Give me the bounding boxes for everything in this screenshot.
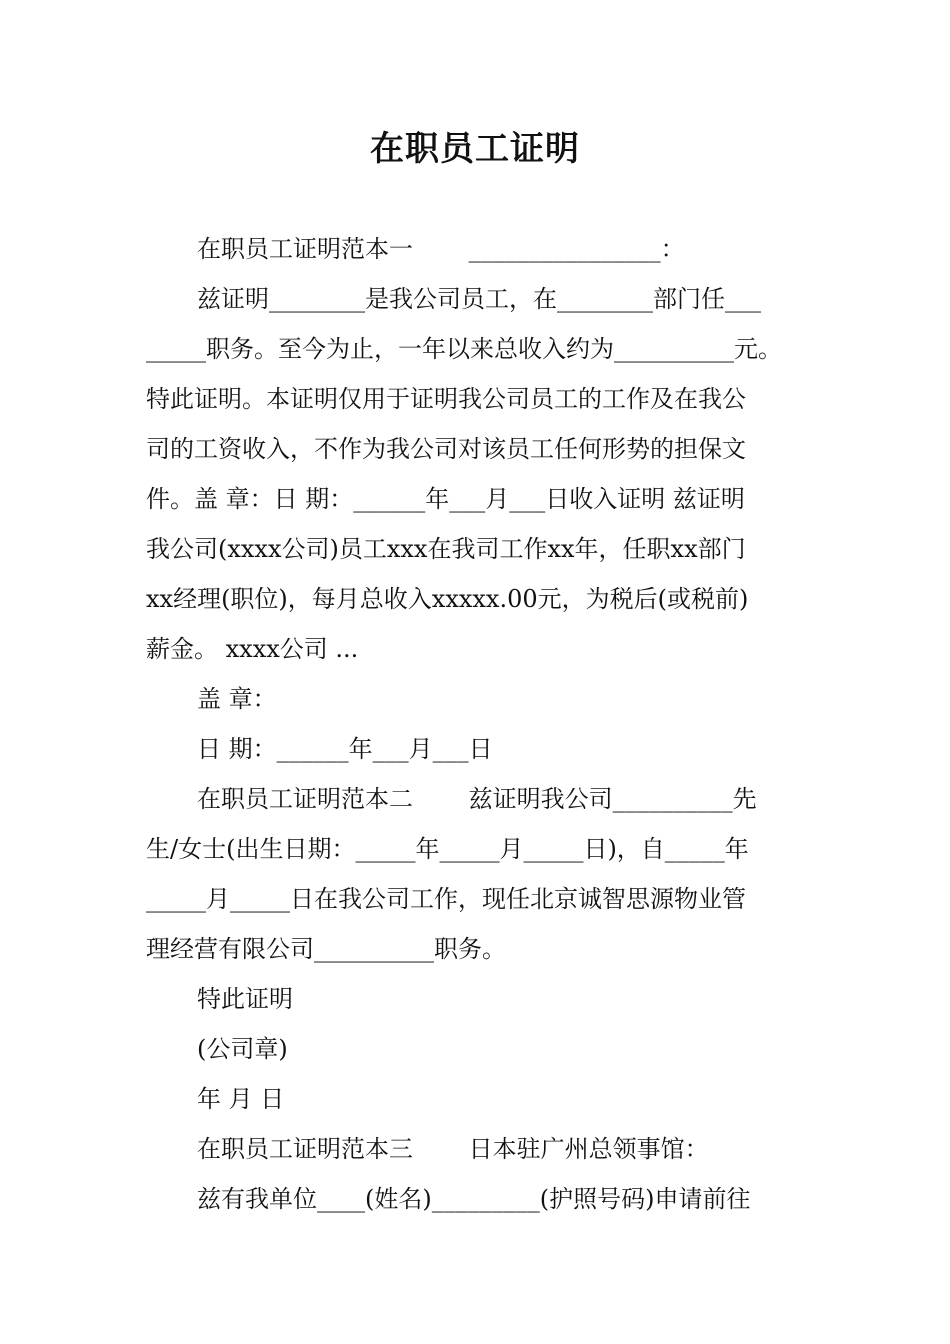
paragraph-line: 盖 章：	[197, 685, 277, 713]
paragraph-line: (公司章)	[197, 1035, 288, 1063]
paragraph-line: 司的工资收入，不作为我公司对该员工任何形势的担保文	[146, 435, 746, 463]
paragraph-line: 在职员工证明范本三 日本驻广州总领事馆：	[197, 1135, 709, 1163]
paragraph-line: 我公司(xxxx公司)员工xxx在我司工作xx年，任职xx部门	[146, 535, 746, 563]
paragraph-line: 薪金。 xxxx公司 ...	[146, 635, 359, 663]
paragraph-line: 生/女士(出生日期：_____年_____月_____日)，自_____年	[146, 835, 749, 863]
paragraph-line: 年 月 日	[197, 1085, 285, 1113]
paragraph-line: _____月_____日在我公司工作，现任北京诚智思源物业管	[146, 885, 746, 913]
paragraph-line: _____职务。至今为止，一年以来总收入约为__________元。	[146, 335, 782, 363]
paragraph-line: 特此证明。本证明仅用于证明我公司员工的工作及在我公	[146, 385, 746, 413]
paragraph-line: 特此证明	[197, 985, 293, 1013]
paragraph-line: 理经营有限公司__________职务。	[146, 935, 506, 963]
paragraph-line: 件。盖 章：日 期：______年___月___日收入证明 兹证明	[146, 485, 745, 513]
paragraph-line: 兹有我单位____(姓名)_________(护照号码)申请前往	[197, 1185, 751, 1213]
paragraph-line: xx经理(职位)，每月总收入xxxxx.00元，为税后(或税前)	[146, 585, 749, 613]
paragraph-line: 在职员工证明范本二 兹证明我公司__________先	[197, 785, 757, 813]
document-title: 在职员工证明	[370, 129, 580, 169]
paragraph-line: 在职员工证明范本一 ________________：	[197, 235, 685, 263]
paragraph-line: 日 期：______年___月___日	[197, 735, 493, 763]
paragraph-line: 兹证明________是我公司员工，在________部门任___	[197, 285, 761, 313]
